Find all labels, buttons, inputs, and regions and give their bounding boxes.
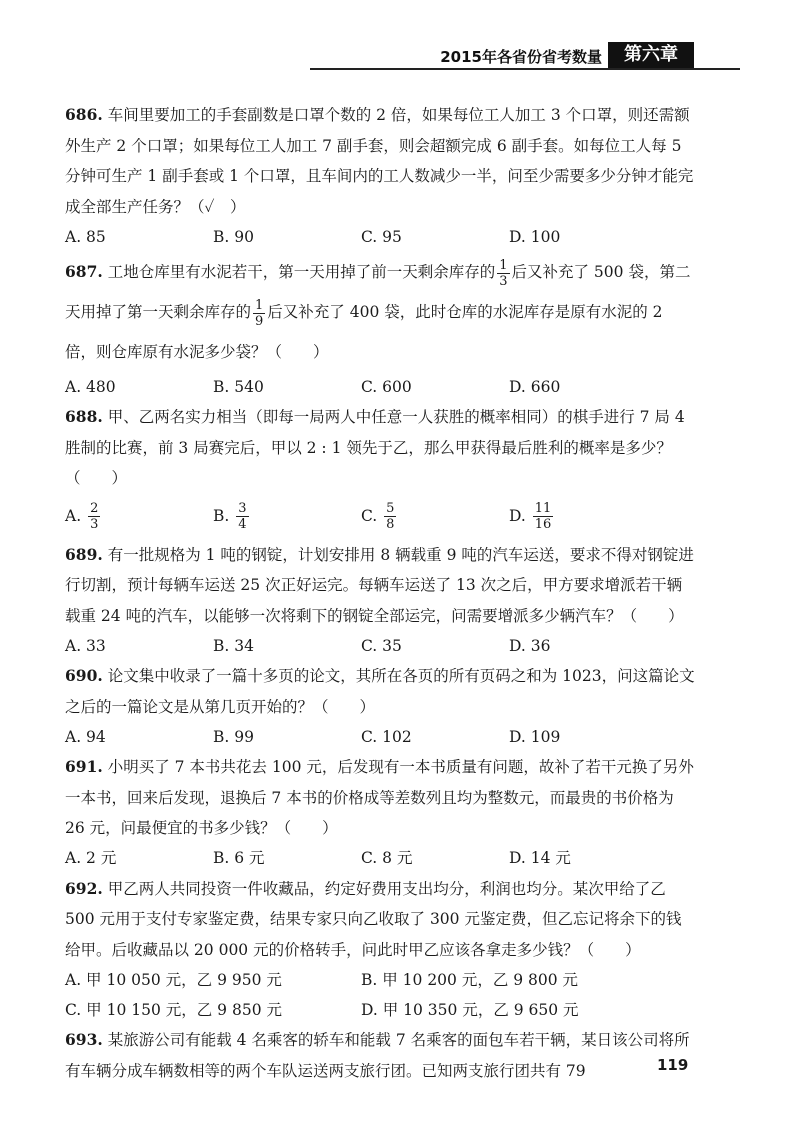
question-text: 工地仓库里有水泥若干，第一天用掉了前一天剩余库存的 <box>107 263 496 281</box>
question-text: 小明买了 7 本书共花去 100 元，后发现有一本书质量有问题，故补了若干元换了另外一本书，回来后发现，退换后 7 本书的价格成等差数列且均为整数元，而最贵的书价格为 26 元，问最便宜的书多少钱？（ ） <box>65 758 694 837</box>
fraction <box>88 501 100 532</box>
fraction-denominator: 9 <box>255 313 264 329</box>
fraction-denominator: 3 <box>90 517 99 533</box>
chapter-badge: 第六章 <box>608 42 694 68</box>
question-number: 693. <box>65 1030 103 1049</box>
fraction <box>253 298 265 329</box>
options <box>65 372 695 402</box>
question-number: 686. <box>65 105 103 124</box>
option-label: A. <box>65 506 82 525</box>
fraction-numerator: 11 <box>534 501 552 517</box>
option-d <box>509 501 657 533</box>
option-c: C. 102 <box>361 727 412 746</box>
options <box>65 222 695 252</box>
fraction-numerator: 3 <box>238 501 247 517</box>
question-text: 论文集中收录了一篇十多页的论文，其所在各页的所有页码之和为 1023，问这篇论文之后的一篇论文是从第几页开始的？（ ） <box>65 667 695 716</box>
options <box>65 494 695 540</box>
page-number: 119 <box>657 1056 689 1074</box>
options <box>65 722 695 752</box>
question-text: 后又补充了 500 袋，第二天用掉了第一天剩余库存的 <box>65 263 691 321</box>
fraction-numerator: 2 <box>90 501 99 517</box>
option-d: D. 660 <box>509 377 561 396</box>
header-title: 2015年各省份省考数量 <box>440 48 602 66</box>
option-b <box>213 501 361 533</box>
fraction <box>533 501 554 532</box>
question-693 <box>65 1025 695 1086</box>
options <box>65 844 695 874</box>
option-d: D. 109 <box>509 727 561 746</box>
question-text: 某旅游公司有能载 4 名乘客的轿车和能载 7 名乘客的面包车若干辆，某日该公司将所有车辆分成车辆数相等的两个车队运送两支旅行团。已知两支旅行团共有 79 <box>65 1031 690 1080</box>
fraction <box>384 501 396 532</box>
fraction-numerator: 1 <box>255 297 264 313</box>
option-c: C. 甲 10 150 元，乙 9 850 元 <box>65 1000 282 1019</box>
option-a: A. 85 <box>65 227 106 246</box>
option-b: B. 540 <box>213 377 264 396</box>
question-689 <box>65 540 695 662</box>
option-b: B. 99 <box>213 727 254 746</box>
fraction-denominator: 4 <box>238 517 247 533</box>
option-c: C. 8 元 <box>361 849 413 868</box>
header-rule <box>310 68 740 70</box>
fraction-numerator: 1 <box>499 257 508 273</box>
fraction-numerator: 5 <box>386 501 395 517</box>
question-text: 甲乙两人共同投资一件收藏品，约定好费用支出均分，利润也均分。某次甲给了乙 500 元用于支付专家鉴定费，结果专家只向乙收取了 300 元鉴定费，但乙忘记将余下的钱给甲。后收藏品以 20 000 元的价格转手，问此时甲乙应该各拿走多少钱？（ ） <box>65 879 682 959</box>
question-number: 690. <box>65 666 103 685</box>
option-b: B. 甲 10 200 元，乙 9 800 元 <box>361 970 579 989</box>
question-number: 692. <box>65 878 103 898</box>
fraction-denominator: 16 <box>534 517 552 533</box>
option-d: D. 14 元 <box>509 849 571 868</box>
option-b: B. 6 元 <box>213 849 265 868</box>
option-d: D. 36 <box>509 636 551 655</box>
question-692 <box>65 874 695 1026</box>
option-b: B. 34 <box>213 636 254 655</box>
options <box>65 995 695 1025</box>
option-c: C. 95 <box>361 227 402 246</box>
fraction-denominator: 3 <box>499 273 508 289</box>
option-a: A. 2 元 <box>65 849 117 868</box>
question-number: 688. <box>65 407 103 426</box>
question-text: 有一批规格为 1 吨的钢锭，计划安排用 8 辆载重 9 吨的汽车运送，要求不得对钢锭进行切割，预计每辆车运送 25 次正好运完。每辆车运送了 13 次之后，甲方要求增派若干辆载重 24 吨的汽车，以能够一次将剩下的钢锭全部运完，问需要增派多少辆汽车？（ ） <box>65 545 694 625</box>
question-688 <box>65 402 695 540</box>
question-text: 甲、乙两名实力相当（即每一局两人中任意一人获胜的概率相同）的棋手进行 7 局 4 胜制的比赛，前 3 局赛完后，甲以 2 : 1 领先于乙，那么甲获得最后胜利的概率是多少？（ ） <box>65 408 685 487</box>
options <box>65 965 695 995</box>
option-a: A. 94 <box>65 727 106 746</box>
question-text: 车间里要加工的手套副数是口罩个数的 2 倍，如果每位工人加工 3 个口罩，则还需额外生产 2 个口罩；如果每位工人加工 7 副手套，则会超额完成 6 副手套。如每位工人每 5 分钟可生产 1 副手套或 1 个口罩，且车间内的工人数减少一半，问至少需要多少分钟才能完成全部生产任务？（✓ ） <box>65 106 694 216</box>
options <box>65 631 695 661</box>
fraction <box>497 258 509 289</box>
question-number: 689. <box>65 544 103 564</box>
option-a: A. 甲 10 050 元，乙 9 950 元 <box>65 970 282 989</box>
question-691 <box>65 752 695 874</box>
question-687 <box>65 252 695 372</box>
option-a: A. 480 <box>65 377 116 396</box>
question-text: 后又补充了 400 袋，此时仓库的水泥库存是原有水泥的 2 倍，则仓库原有水泥多少袋？（ ） <box>65 303 663 361</box>
option-d: D. 100 <box>509 227 561 246</box>
option-c: C. 35 <box>361 636 402 655</box>
question-list <box>65 100 695 1086</box>
option-label: D. <box>509 506 526 525</box>
question-686 <box>65 100 695 252</box>
option-a: A. 33 <box>65 636 106 655</box>
fraction <box>236 501 248 532</box>
option-b: B. 90 <box>213 227 254 246</box>
option-c: C. 600 <box>361 377 412 396</box>
option-d: D. 甲 10 350 元，乙 9 650 元 <box>361 1000 579 1019</box>
option-label: B. <box>213 506 230 525</box>
question-number: 691. <box>65 757 103 776</box>
page-header <box>300 38 740 78</box>
question-690 <box>65 661 695 752</box>
fraction-denominator: 8 <box>386 517 395 533</box>
option-c <box>361 501 509 533</box>
option-label: C. <box>361 506 378 525</box>
question-number: 687. <box>65 262 103 281</box>
option-a <box>65 501 213 533</box>
